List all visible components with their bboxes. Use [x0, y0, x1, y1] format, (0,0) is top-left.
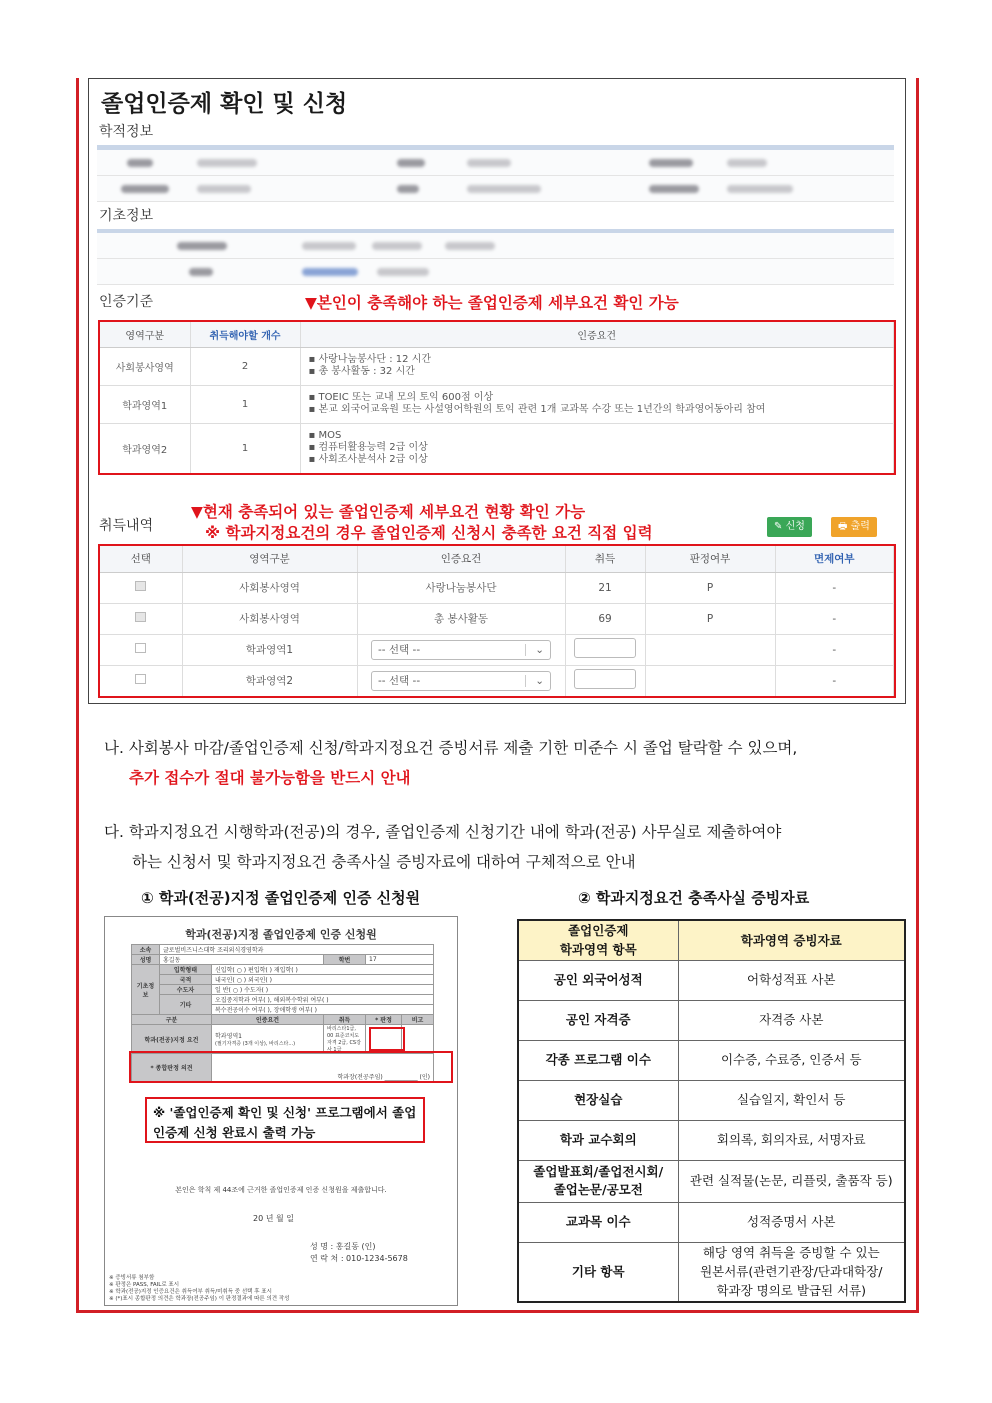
table-row — [518, 960, 905, 1000]
evidence-doc: 회의록, 회의자료, 서명자료 — [678, 1120, 905, 1160]
evidence-doc: 성적증명서 사본 — [678, 1202, 905, 1242]
blurred-row — [97, 259, 894, 285]
cell-judge: P — [645, 603, 775, 634]
req-line: ▪ 본교 외국어교육원 또는 사설영어학원의 토익 관련 1개 교과목 수강 또는 1년간의 학과영어동아리 참여 — [308, 404, 766, 415]
chevron-down-icon: ⌄ — [535, 674, 544, 687]
form-cell: 바리스타1급, 00 표준코치도자격 2급, CS강사 1급 — [324, 1025, 366, 1054]
req-line: ▪ MOS — [308, 430, 342, 441]
form-phone: 연 락 처 : 010-1234-5678 — [310, 1254, 408, 1263]
req-line: ▪ TOEIC 또는 교내 모의 토익 600점 이상 — [308, 392, 494, 403]
cell-req — [300, 423, 894, 473]
req-line: ▪ 사회조사분석사 2급 이상 — [308, 454, 428, 465]
evidence-table — [517, 919, 906, 1303]
cell-area: 학과영역1 — [100, 385, 190, 423]
form-cell: 비고 — [402, 1015, 434, 1025]
table-row — [518, 1000, 905, 1040]
section-academic: 학적정보 — [99, 124, 154, 140]
criteria-table-box — [98, 320, 896, 475]
cell-judge — [645, 665, 775, 696]
table-row — [100, 423, 894, 473]
evidence-item: 공인 자격증 — [518, 1000, 678, 1040]
evidence-doc: 이수증, 수료증, 인증서 등 — [678, 1040, 905, 1080]
row-checkbox[interactable] — [135, 674, 146, 684]
acq-input[interactable] — [574, 638, 636, 658]
req-line: ▪ 총 봉사활동 : 32 시간 — [308, 366, 415, 377]
col-req: 인증요건 — [300, 322, 894, 347]
col-req: 인증요건 — [357, 546, 565, 572]
form-title: 학과(전공)지정 졸업인증제 인증 신청원 — [185, 928, 377, 941]
table-row — [100, 665, 894, 696]
paragraph-na-red: 추가 접수가 절대 불가능함을 반드시 안내 — [129, 769, 411, 787]
form-note: ※ '졸업인증제 확인 및 신청' 프로그램에서 졸업인증제 신청 완료시 출력 가능 — [145, 1097, 425, 1143]
section-acquired: 취득내역 — [99, 518, 154, 534]
evidence-item: 교과목 이수 — [518, 1202, 678, 1242]
form-cell: 복수전공이수 여부( ), 장애학생 여부( ) — [212, 1005, 434, 1015]
form-cell: 학과장(전공주임) ___________ (인) — [212, 1054, 434, 1082]
form-cell: 내국인( ○ ) 외국인( ) — [212, 975, 434, 985]
form-cell: 소속 — [132, 945, 160, 955]
criteria-table — [100, 322, 894, 474]
evidence-doc: 자격증 사본 — [678, 1000, 905, 1040]
subtitle-form: ① 학과(전공)지정 졸업인증제 인증 신청원 — [141, 889, 421, 907]
col-select: 선택 — [100, 546, 182, 572]
cell-req — [300, 347, 894, 385]
col-count: 취득해야할 개수 — [190, 322, 300, 347]
blurred-row — [97, 233, 894, 259]
evidence-item: 현장실습 — [518, 1080, 678, 1120]
cell-exempt: - — [775, 603, 894, 634]
evidence-item: 각종 프로그램 이수 — [518, 1040, 678, 1080]
form-name: 성 명 : 홍길동 (인) — [310, 1242, 376, 1251]
form-cell — [402, 1025, 434, 1054]
section-criteria: 인증기준 — [99, 294, 154, 310]
form-cell: 학과(전공)지정 요건 — [132, 1025, 212, 1054]
paragraph-da-line1: 다. 학과지정요건 시행학과(전공)의 경우, 졸업인증제 신청기간 내에 학과(전공) 사무실로 제출하여야 — [104, 823, 782, 841]
form-cell: 인증요건 — [212, 1015, 324, 1025]
table-row — [518, 1040, 905, 1080]
col-acq: 취득 — [565, 546, 645, 572]
cell-area: 학과영역2 — [182, 665, 357, 696]
table-row — [518, 1242, 905, 1302]
form-cell: 기초정보 — [132, 965, 160, 1015]
form-cell: 국적 — [160, 975, 212, 985]
paragraph-da-line2: 하는 신청서 및 학과지정요건 충족사실 증빙자료에 대하여 구체적으로 안내 — [132, 853, 636, 871]
evidence-doc: 관련 실적물(논문, 리플릿, 출품작 등) — [678, 1160, 905, 1202]
table-row — [100, 572, 894, 603]
screenshot-title: 졸업인증제 확인 및 신청 — [101, 91, 348, 117]
form-cell: 신입학( ○ ) 편입학( ) 재입학( ) — [212, 965, 434, 975]
blurred-row — [97, 176, 894, 202]
cell-count: 1 — [190, 423, 300, 473]
evidence-doc: 어학성적표 사본 — [678, 960, 905, 1000]
screenshot-panel — [88, 78, 906, 704]
form-cell: 17 — [366, 955, 434, 965]
paragraph-na — [104, 733, 910, 793]
row-checkbox[interactable] — [135, 643, 146, 653]
row-checkbox[interactable] — [135, 612, 146, 622]
evidence-header-item: 졸업인증제 학과영역 항목 — [518, 920, 678, 960]
select-value: -- 선택 -- — [378, 674, 421, 687]
row-checkbox[interactable] — [135, 581, 146, 591]
acq-input[interactable] — [574, 669, 636, 689]
cell-judge — [645, 634, 775, 665]
application-form-image — [104, 916, 458, 1306]
acquired-note-1: ▼현재 충족되어 있는 졸업인증제 세부요건 현황 확인 가능 — [191, 503, 586, 521]
judge-highlight — [369, 1027, 405, 1051]
req-line: ▪ 사랑나눔봉사단 : 12 시간 — [308, 354, 432, 365]
cell-area: 사회봉사영역 — [182, 572, 357, 603]
form-footnote: ※ 판정은 PASS, FAIL로 표시 — [109, 1282, 180, 1288]
table-row — [518, 1202, 905, 1242]
table-row — [518, 1080, 905, 1120]
req-select[interactable] — [371, 640, 551, 660]
opinion-highlight — [129, 1051, 453, 1083]
form-cell: 취득 — [324, 1015, 366, 1025]
col-area: 영역구분 — [182, 546, 357, 572]
form-footnote: ※ 학과(전공)지정 인증요건은 취득여부 취득/미취득 중 선택 후 표시 — [109, 1289, 272, 1295]
form-cell: * 판정 — [366, 1015, 402, 1025]
subtitle-evidence: ② 학과지정요건 충족사실 증빙자료 — [578, 889, 810, 907]
cell-count: 1 — [190, 385, 300, 423]
form-cell-line: (필기자격증 (3개 이상), 바리스타...) — [215, 1041, 296, 1047]
chevron-down-icon: ⌄ — [535, 643, 544, 656]
form-statement: 본인은 학칙 제 44조에 근거한 졸업인증제 인증 신청원을 제출합니다. — [175, 1186, 387, 1194]
table-row — [518, 1160, 905, 1202]
cell-req: 총 봉사활동 — [357, 603, 565, 634]
cell-exempt: - — [775, 665, 894, 696]
acquired-table-box — [98, 544, 896, 698]
print-button[interactable] — [831, 517, 877, 537]
cell-exempt: - — [775, 634, 894, 665]
cell-exempt: - — [775, 572, 894, 603]
form-date: 20 년 월 일 — [253, 1214, 294, 1223]
apply-label: 신청 — [785, 521, 805, 532]
form-cell: 오집중지학과 여부( ), 해외복수학위 여부( ) — [212, 995, 434, 1005]
req-line: ▪ 컴퓨터활용능력 2급 이상 — [308, 442, 428, 453]
form-cell — [212, 1025, 324, 1054]
form-cell: 일 반( ○ ) 수도자( ) — [212, 985, 434, 995]
form-cell: 입학형태 — [160, 965, 212, 975]
cell-area: 사회봉사영역 — [100, 347, 190, 385]
form-footnote: ※ 증빙서류 첨부함 — [109, 1275, 155, 1281]
cell-area: 사회봉사영역 — [182, 603, 357, 634]
cell-acq: 21 — [565, 572, 645, 603]
evidence-header-doc: 학과영역 증빙자료 — [678, 920, 905, 960]
form-cell: 수도자 — [160, 985, 212, 995]
cell-req — [300, 385, 894, 423]
form-cell: 홍길동 — [160, 955, 324, 965]
table-row — [100, 385, 894, 423]
table-row — [100, 634, 894, 665]
paragraph-da — [104, 817, 910, 877]
evidence-item: 학과 교수회의 — [518, 1120, 678, 1160]
form-cell: 성명 — [132, 955, 160, 965]
form-cell: 글로벌비즈니스대학 조리외식경영학과 — [160, 945, 434, 955]
cell-req: 사랑나눔봉사단 — [357, 572, 565, 603]
table-row — [518, 1120, 905, 1160]
form-cell: 학번 — [324, 955, 366, 965]
col-area: 영역구분 — [100, 322, 190, 347]
paragraph-na-text: 나. 사회봉사 마감/졸업인증제 신청/학과지정요건 증빙서류 제출 기한 미준수 시 졸업 탈락할 수 있으며, — [104, 739, 798, 757]
printer-icon: 🖶 — [838, 521, 851, 532]
evidence-doc: 해당 영역 취득을 증빙할 수 있는 원본서류(관련기관장/단과대학장/ 학과장 명의로 발급된 서류) — [678, 1242, 905, 1302]
select-value: -- 선택 -- — [378, 643, 421, 656]
evidence-item: 기타 항목 — [518, 1242, 678, 1302]
cell-area: 학과영역1 — [182, 634, 357, 665]
apply-button[interactable] — [767, 517, 812, 537]
form-footnote: ※ (*)표시 종합판정 의견은 학과장(전공주임) 이 판정결과에 따른 의견 작성 — [109, 1296, 290, 1302]
cell-judge: P — [645, 572, 775, 603]
criteria-note: ▼본인이 충족해야 하는 졸업인증제 세부요건 확인 가능 — [305, 294, 679, 312]
form-cell-line: 학과영역1 — [215, 1033, 243, 1040]
blurred-row — [97, 150, 894, 176]
section-basic: 기초정보 — [99, 208, 154, 224]
acquired-table — [100, 546, 894, 697]
cell-count: 2 — [190, 347, 300, 385]
col-exempt: 면제여부 — [775, 546, 894, 572]
evidence-item: 졸업발표회/졸업전시회/ 졸업논문/공모전 — [518, 1160, 678, 1202]
form-cell: 구분 — [132, 1015, 212, 1025]
table-row — [100, 603, 894, 634]
form-cell: 기타 — [160, 995, 212, 1015]
col-judge: 판정여부 — [645, 546, 775, 572]
print-label: 출력 — [850, 521, 870, 532]
cell-acq: 69 — [565, 603, 645, 634]
req-select[interactable] — [371, 671, 551, 691]
form-cell: * 종합판정 의견 — [132, 1054, 212, 1082]
evidence-doc: 실습일지, 확인서 등 — [678, 1080, 905, 1120]
cell-area: 학과영역2 — [100, 423, 190, 473]
evidence-item: 공인 외국어성적 — [518, 960, 678, 1000]
acquired-note-2: ※ 학과지정요건의 경우 졸업인증제 신청시 충족한 요건 직접 입력 — [205, 524, 653, 542]
table-row — [100, 347, 894, 385]
edit-icon: ✎ — [774, 521, 786, 532]
